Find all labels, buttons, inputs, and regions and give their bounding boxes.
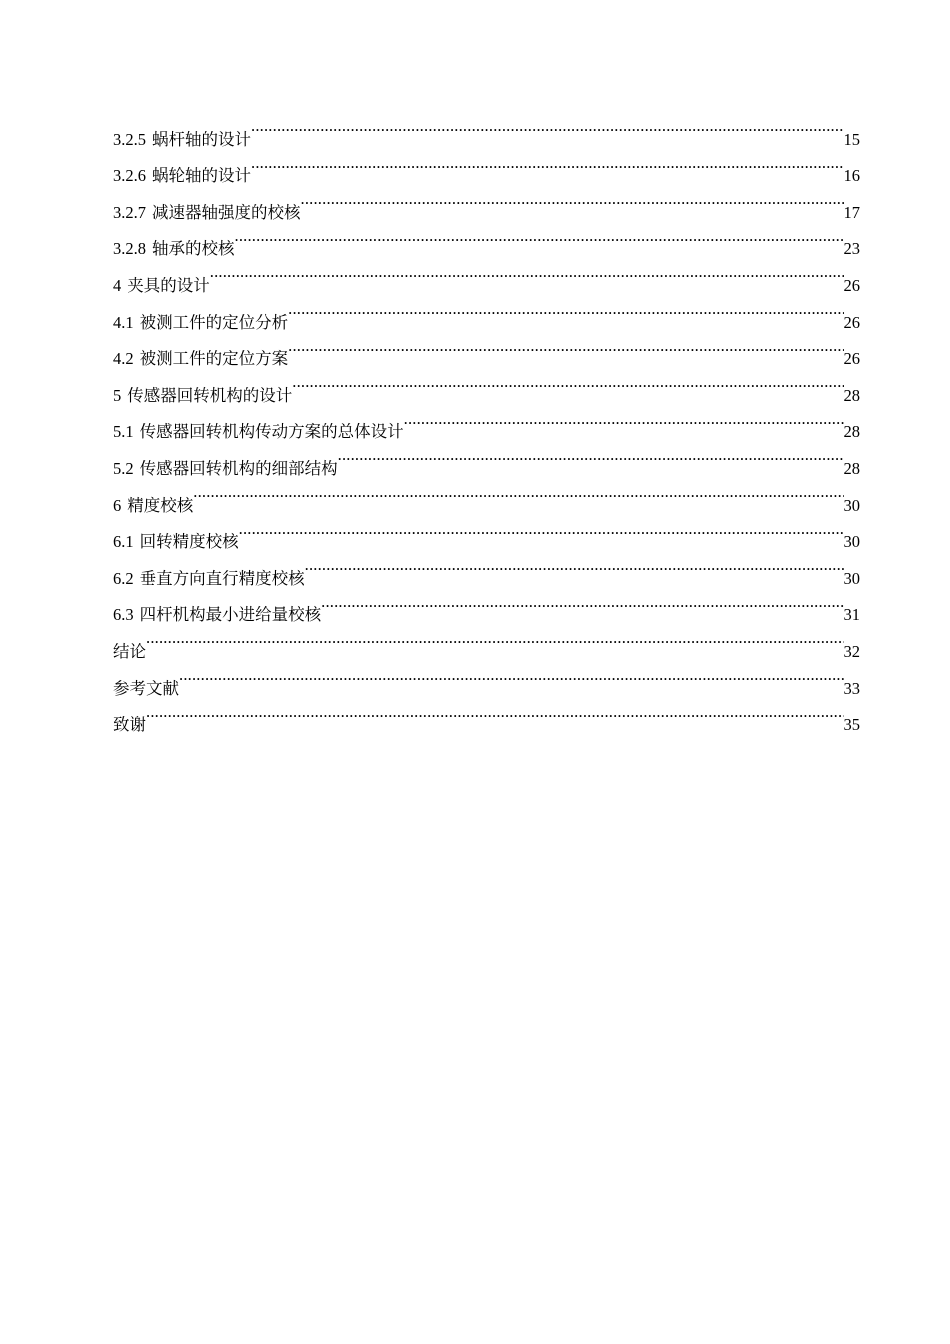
entry-page-number: 30: [843, 495, 860, 515]
entry-title: 参考文献: [113, 678, 179, 698]
dot-leader: [251, 108, 844, 145]
dot-leader: [146, 694, 844, 731]
entry-label: [113, 268, 210, 305]
entry-label: [113, 305, 288, 342]
entry-title: 被测工件的定位分析: [139, 312, 289, 332]
dot-leader: [210, 254, 844, 291]
entry-number: 4.1: [113, 312, 134, 332]
toc-entry[interactable]: [113, 108, 860, 149]
dot-leader: [239, 511, 844, 548]
dot-leader: [292, 364, 843, 401]
toc-entry[interactable]: [113, 694, 860, 735]
entry-number: 5: [113, 385, 122, 405]
entry-page-number: 28: [843, 385, 860, 405]
entry-number: 6.3: [113, 605, 134, 625]
entry-title: 传感器回转机构的设计: [127, 385, 293, 405]
entry-title: 减速器轴强度的校核: [152, 202, 301, 222]
entry-title: 传感器回转机构的细部结构: [139, 458, 338, 478]
entry-label: [113, 158, 251, 195]
entry-title: 四杆机构最小进给量校核: [139, 605, 322, 625]
dot-leader: [288, 291, 843, 328]
entry-number: 3.2.6: [113, 166, 146, 186]
entry-number: 4.2: [113, 349, 134, 369]
entry-label: [113, 634, 146, 671]
entry-page-number: 30: [843, 532, 860, 552]
toc-entry[interactable]: [113, 474, 860, 515]
entry-page-number: 32: [843, 641, 860, 661]
entry-page-number: 33: [843, 678, 860, 698]
toc-entry[interactable]: [113, 511, 860, 552]
entry-page-number: 17: [843, 202, 860, 222]
entry-page-number: 15: [843, 129, 860, 149]
entry-title: 被测工件的定位方案: [139, 349, 289, 369]
entry-label: [113, 378, 292, 415]
dot-leader: [301, 181, 844, 218]
entry-title: 轴承的校核: [152, 239, 235, 259]
entry-label: [113, 488, 193, 525]
entry-title: 结论: [113, 641, 146, 661]
entry-number: 5.2: [113, 458, 134, 478]
entry-number: 4: [113, 275, 122, 295]
entry-page-number: 26: [843, 312, 860, 332]
dot-leader: [193, 474, 843, 511]
entry-page-number: 16: [843, 166, 860, 186]
entry-label: [113, 561, 305, 598]
entry-label: [113, 341, 288, 378]
entry-number: 5.1: [113, 422, 134, 442]
entry-title: 传感器回转机构传动方案的总体设计: [139, 422, 404, 442]
toc-entry[interactable]: [113, 657, 860, 698]
entry-page-number: 28: [843, 458, 860, 478]
entry-number: 6: [113, 495, 122, 515]
dot-leader: [321, 584, 843, 621]
dot-leader: [404, 401, 844, 438]
toc-entry[interactable]: [113, 291, 860, 332]
entry-title: 致谢: [113, 715, 146, 735]
entry-number: 6.1: [113, 532, 134, 552]
entry-page-number: 26: [843, 275, 860, 295]
entry-page-number: 30: [843, 568, 860, 588]
table-of-contents: [113, 108, 860, 735]
dot-leader: [305, 547, 844, 584]
entry-number: 3.2.7: [113, 202, 146, 222]
dot-leader: [251, 145, 844, 182]
entry-label: [113, 122, 251, 159]
entry-title: 夹具的设计: [127, 275, 210, 295]
entry-number: 6.2: [113, 568, 134, 588]
entry-label: [113, 707, 146, 744]
dot-leader: [146, 620, 844, 657]
dot-leader: [179, 657, 844, 694]
entry-label: [113, 524, 239, 561]
entry-page-number: 23: [843, 239, 860, 259]
entry-number: 3.2.5: [113, 129, 146, 149]
dot-leader: [338, 437, 844, 474]
entry-number: 3.2.8: [113, 239, 146, 259]
entry-title: 垂直方向直行精度校核: [139, 568, 305, 588]
entry-page-number: 35: [843, 715, 860, 735]
entry-title: 精度校核: [127, 495, 194, 515]
entry-page-number: 26: [843, 349, 860, 369]
entry-page-number: 31: [843, 605, 860, 625]
toc-entry[interactable]: [113, 620, 860, 661]
entry-title: 蜗杆轴的设计: [152, 129, 251, 149]
toc-entry[interactable]: [113, 254, 860, 295]
entry-title: 蜗轮轴的设计: [152, 166, 251, 186]
dot-leader: [288, 328, 843, 365]
entry-page-number: 28: [843, 422, 860, 442]
dot-leader: [235, 218, 844, 255]
entry-title: 回转精度校核: [139, 532, 239, 552]
